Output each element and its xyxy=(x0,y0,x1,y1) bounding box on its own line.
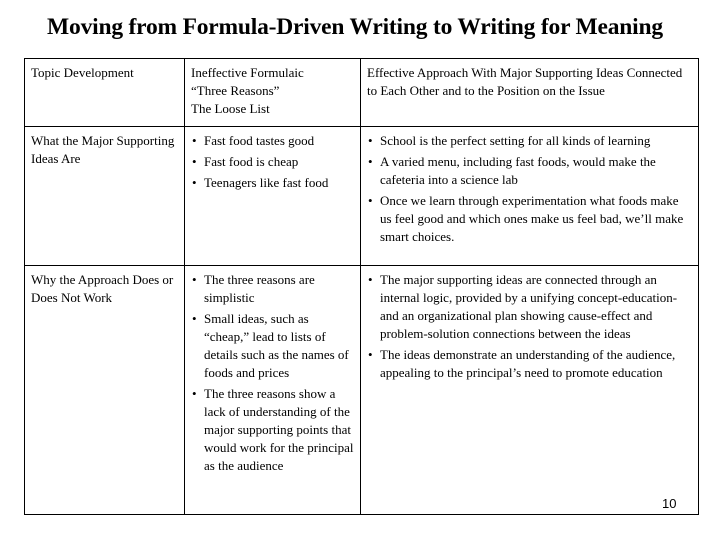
header-cell-topic xyxy=(25,59,185,127)
ineffective-cell xyxy=(185,127,361,266)
list-item: • The three reasons are simplistic xyxy=(191,271,354,307)
list-item: • Once we learn through experimentation what foods make us feel good and which ones make us feel bad, we’ll make smart choices. xyxy=(367,192,692,246)
header-ineffective-line2: “Three Reasons” xyxy=(191,83,280,98)
header-effective-label: Effective Approach With Major Supporting Ideas Connected to Each Other and to the Position on the Issue xyxy=(367,65,683,98)
table-header-row xyxy=(25,59,699,127)
effective-list xyxy=(367,271,692,382)
list-item: • School is the perfect setting for all kinds of learning xyxy=(367,132,692,150)
list-item: • Fast food tastes good xyxy=(191,132,354,150)
slide-title: Moving from Formula-Driven Writing to Writing for Meaning xyxy=(47,14,663,40)
header-topic-label: Topic Development xyxy=(31,65,134,80)
row-label: Why the Approach Does or Does Not Work xyxy=(31,272,174,305)
effective-cell xyxy=(361,266,699,515)
list-item: • Fast food is cheap xyxy=(191,153,354,171)
list-item: • A varied menu, including fast foods, would make the cafeteria into a science lab xyxy=(367,153,692,189)
page-number: 10 xyxy=(662,496,677,511)
row-label-cell xyxy=(25,127,185,266)
list-item: • The three reasons show a lack of understanding of the major supporting points that would work for the principal as the audience xyxy=(191,385,354,475)
table-row xyxy=(25,127,699,266)
row-label-cell xyxy=(25,266,185,515)
header-cell-effective xyxy=(361,59,699,127)
list-item: • Small ideas, such as “cheap,” lead to lists of details such as the names of foods and prices xyxy=(191,310,354,382)
effective-list xyxy=(367,132,692,246)
header-ineffective-line3: The Loose List xyxy=(191,101,270,116)
row-label: What the Major Supporting Ideas Are xyxy=(31,133,175,166)
header-cell-ineffective xyxy=(185,59,361,127)
header-ineffective-line1: Ineffective Formulaic xyxy=(191,65,304,80)
ineffective-list xyxy=(191,271,354,475)
effective-cell xyxy=(361,127,699,266)
list-item: • The major supporting ideas are connected through an internal logic, provided by a unifying concept-education- and an organizational plan showing cause-effect and problem-solution connections between the ideas xyxy=(367,271,692,343)
list-item: • Teenagers like fast food xyxy=(191,174,354,192)
list-item: • The ideas demonstrate an understanding of the audience, appealing to the principal’s need to promote education xyxy=(367,346,692,382)
table-row xyxy=(25,266,699,515)
ineffective-cell xyxy=(185,266,361,515)
ineffective-list xyxy=(191,132,354,192)
comparison-table xyxy=(24,58,699,515)
